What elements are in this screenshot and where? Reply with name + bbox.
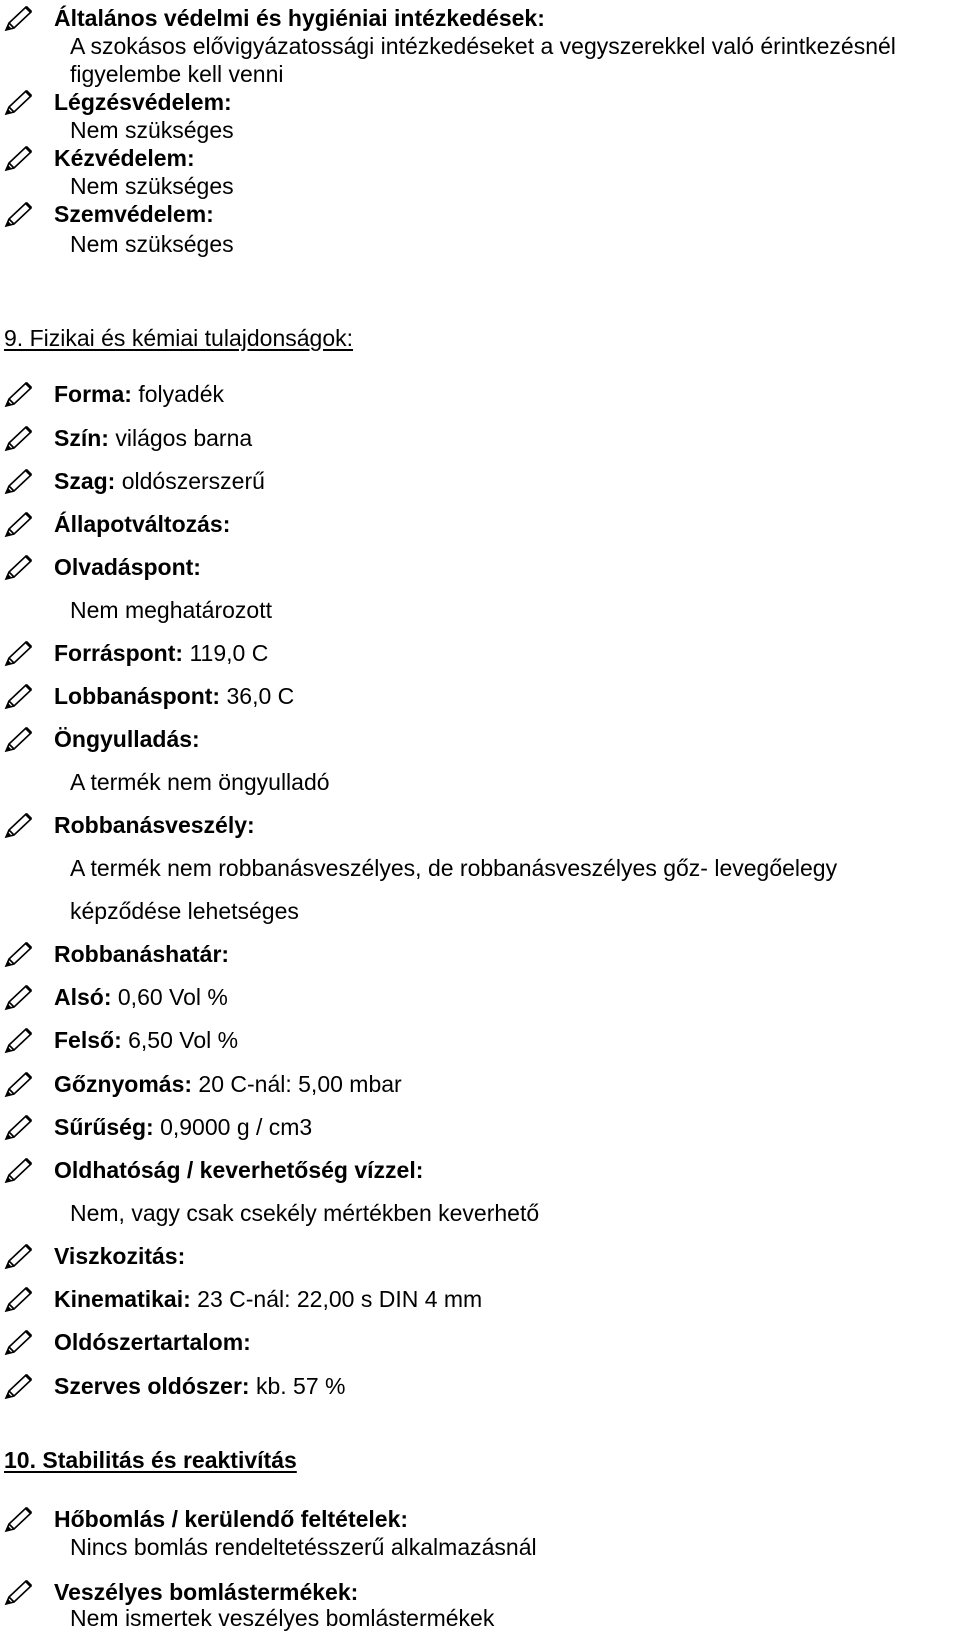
- item-value: Nem ismertek veszélyes bomlástermékek: [70, 1605, 495, 1631]
- property-sub-value: Nem, vagy csak csekély mértékben keverhető: [70, 1200, 540, 1226]
- property-value: 36,0 C: [220, 683, 295, 709]
- item-value: Nem szükséges: [70, 231, 234, 257]
- pencil-icon: [4, 725, 34, 753]
- property-value: 0,9000 g / cm3: [153, 1114, 313, 1140]
- item-label: Hőbomlás / kerülendő feltételek:: [54, 1506, 409, 1532]
- property-label: Állapotváltozás:: [54, 511, 231, 537]
- pencil-icon: [4, 639, 34, 667]
- section-10-title: 10. Stabilitás és reaktivítás: [4, 1447, 297, 1473]
- property-label: Gőznyomás:: [54, 1071, 193, 1097]
- property-label: Oldhatóság / keverhetőség vízzel:: [54, 1157, 424, 1183]
- property-label: Robbanásveszély:: [54, 812, 255, 838]
- pencil-icon: [4, 1328, 34, 1356]
- property-label: Felső:: [54, 1027, 122, 1053]
- pencil-icon: [4, 1070, 34, 1098]
- property-label: Alsó:: [54, 984, 112, 1010]
- item-value: Nem szükséges: [70, 173, 234, 199]
- item-label: Veszélyes bomlástermékek:: [54, 1579, 359, 1605]
- property-label: Oldószertartalom:: [54, 1329, 251, 1355]
- property-label: Kinematikai:: [54, 1286, 191, 1312]
- property-label: Szerves oldószer:: [54, 1373, 250, 1399]
- pencil-icon: [4, 1578, 34, 1606]
- property-label: Viszkozitás:: [54, 1243, 186, 1269]
- property-value: világos barna: [108, 425, 253, 451]
- property-label: Robbanáshatár:: [54, 941, 230, 967]
- pencil-icon: [4, 200, 34, 228]
- item-value: figyelembe kell venni: [70, 61, 284, 87]
- property-label: Sűrűség:: [54, 1114, 154, 1140]
- item-label: Légzésvédelem:: [54, 89, 232, 115]
- property-sub-value: Nem meghatározott: [70, 597, 272, 623]
- pencil-icon: [4, 1242, 34, 1270]
- property-sub-value: képződése lehetséges: [70, 898, 299, 924]
- pencil-icon: [4, 1372, 34, 1400]
- pencil-icon: [4, 88, 34, 116]
- property-value: 23 C-nál: 22,00 s DIN 4 mm: [190, 1286, 483, 1312]
- property-value: kb. 57 %: [249, 1373, 346, 1399]
- pencil-icon: [4, 144, 34, 172]
- pencil-icon: [4, 424, 34, 452]
- section-9-title: 9. Fizikai és kémiai tulajdonságok:: [4, 325, 353, 351]
- pencil-icon: [4, 467, 34, 495]
- pencil-icon: [4, 682, 34, 710]
- pencil-icon: [4, 1026, 34, 1054]
- pencil-icon: [4, 1505, 34, 1533]
- property-sub-value: A termék nem robbanásveszélyes, de robbanásveszélyes gőz- levegőelegy: [70, 855, 838, 881]
- property-value: oldószerszerű: [115, 468, 265, 494]
- pencil-icon: [4, 1285, 34, 1313]
- property-label: Forráspont:: [54, 640, 184, 666]
- pencil-icon: [4, 811, 34, 839]
- pencil-icon: [4, 983, 34, 1011]
- item-value: A szokásos elővigyázatossági intézkedéseket a vegyszerekkel való érintkezésnél: [70, 33, 896, 59]
- property-sub-value: A termék nem öngyulladó: [70, 769, 330, 795]
- item-label: Kézvédelem:: [54, 145, 195, 171]
- item-label: Általános védelmi és hygiéniai intézkedések:: [54, 5, 545, 31]
- pencil-icon: [4, 510, 34, 538]
- pencil-icon: [4, 1113, 34, 1141]
- property-value: 119,0 C: [183, 640, 269, 666]
- item-value: Nincs bomlás rendeltetésszerű alkalmazásnál: [70, 1534, 537, 1560]
- property-label: Öngyulladás:: [54, 726, 200, 752]
- property-label: Lobbanáspont:: [54, 683, 221, 709]
- property-label: Olvadáspont:: [54, 554, 201, 580]
- property-value: 6,50 Vol %: [121, 1027, 239, 1053]
- property-label: Szag:: [54, 468, 116, 494]
- property-value: folyadék: [131, 381, 225, 407]
- property-value: 20 C-nál: 5,00 mbar: [192, 1071, 402, 1097]
- pencil-icon: [4, 380, 34, 408]
- pencil-icon: [4, 4, 34, 32]
- item-label: Szemvédelem:: [54, 201, 214, 227]
- pencil-icon: [4, 1156, 34, 1184]
- pencil-icon: [4, 553, 34, 581]
- property-label: Forma:: [54, 381, 132, 407]
- property-value: 0,60 Vol %: [111, 984, 228, 1010]
- property-label: Szín:: [54, 425, 109, 451]
- item-value: Nem szükséges: [70, 117, 234, 143]
- pencil-icon: [4, 940, 34, 968]
